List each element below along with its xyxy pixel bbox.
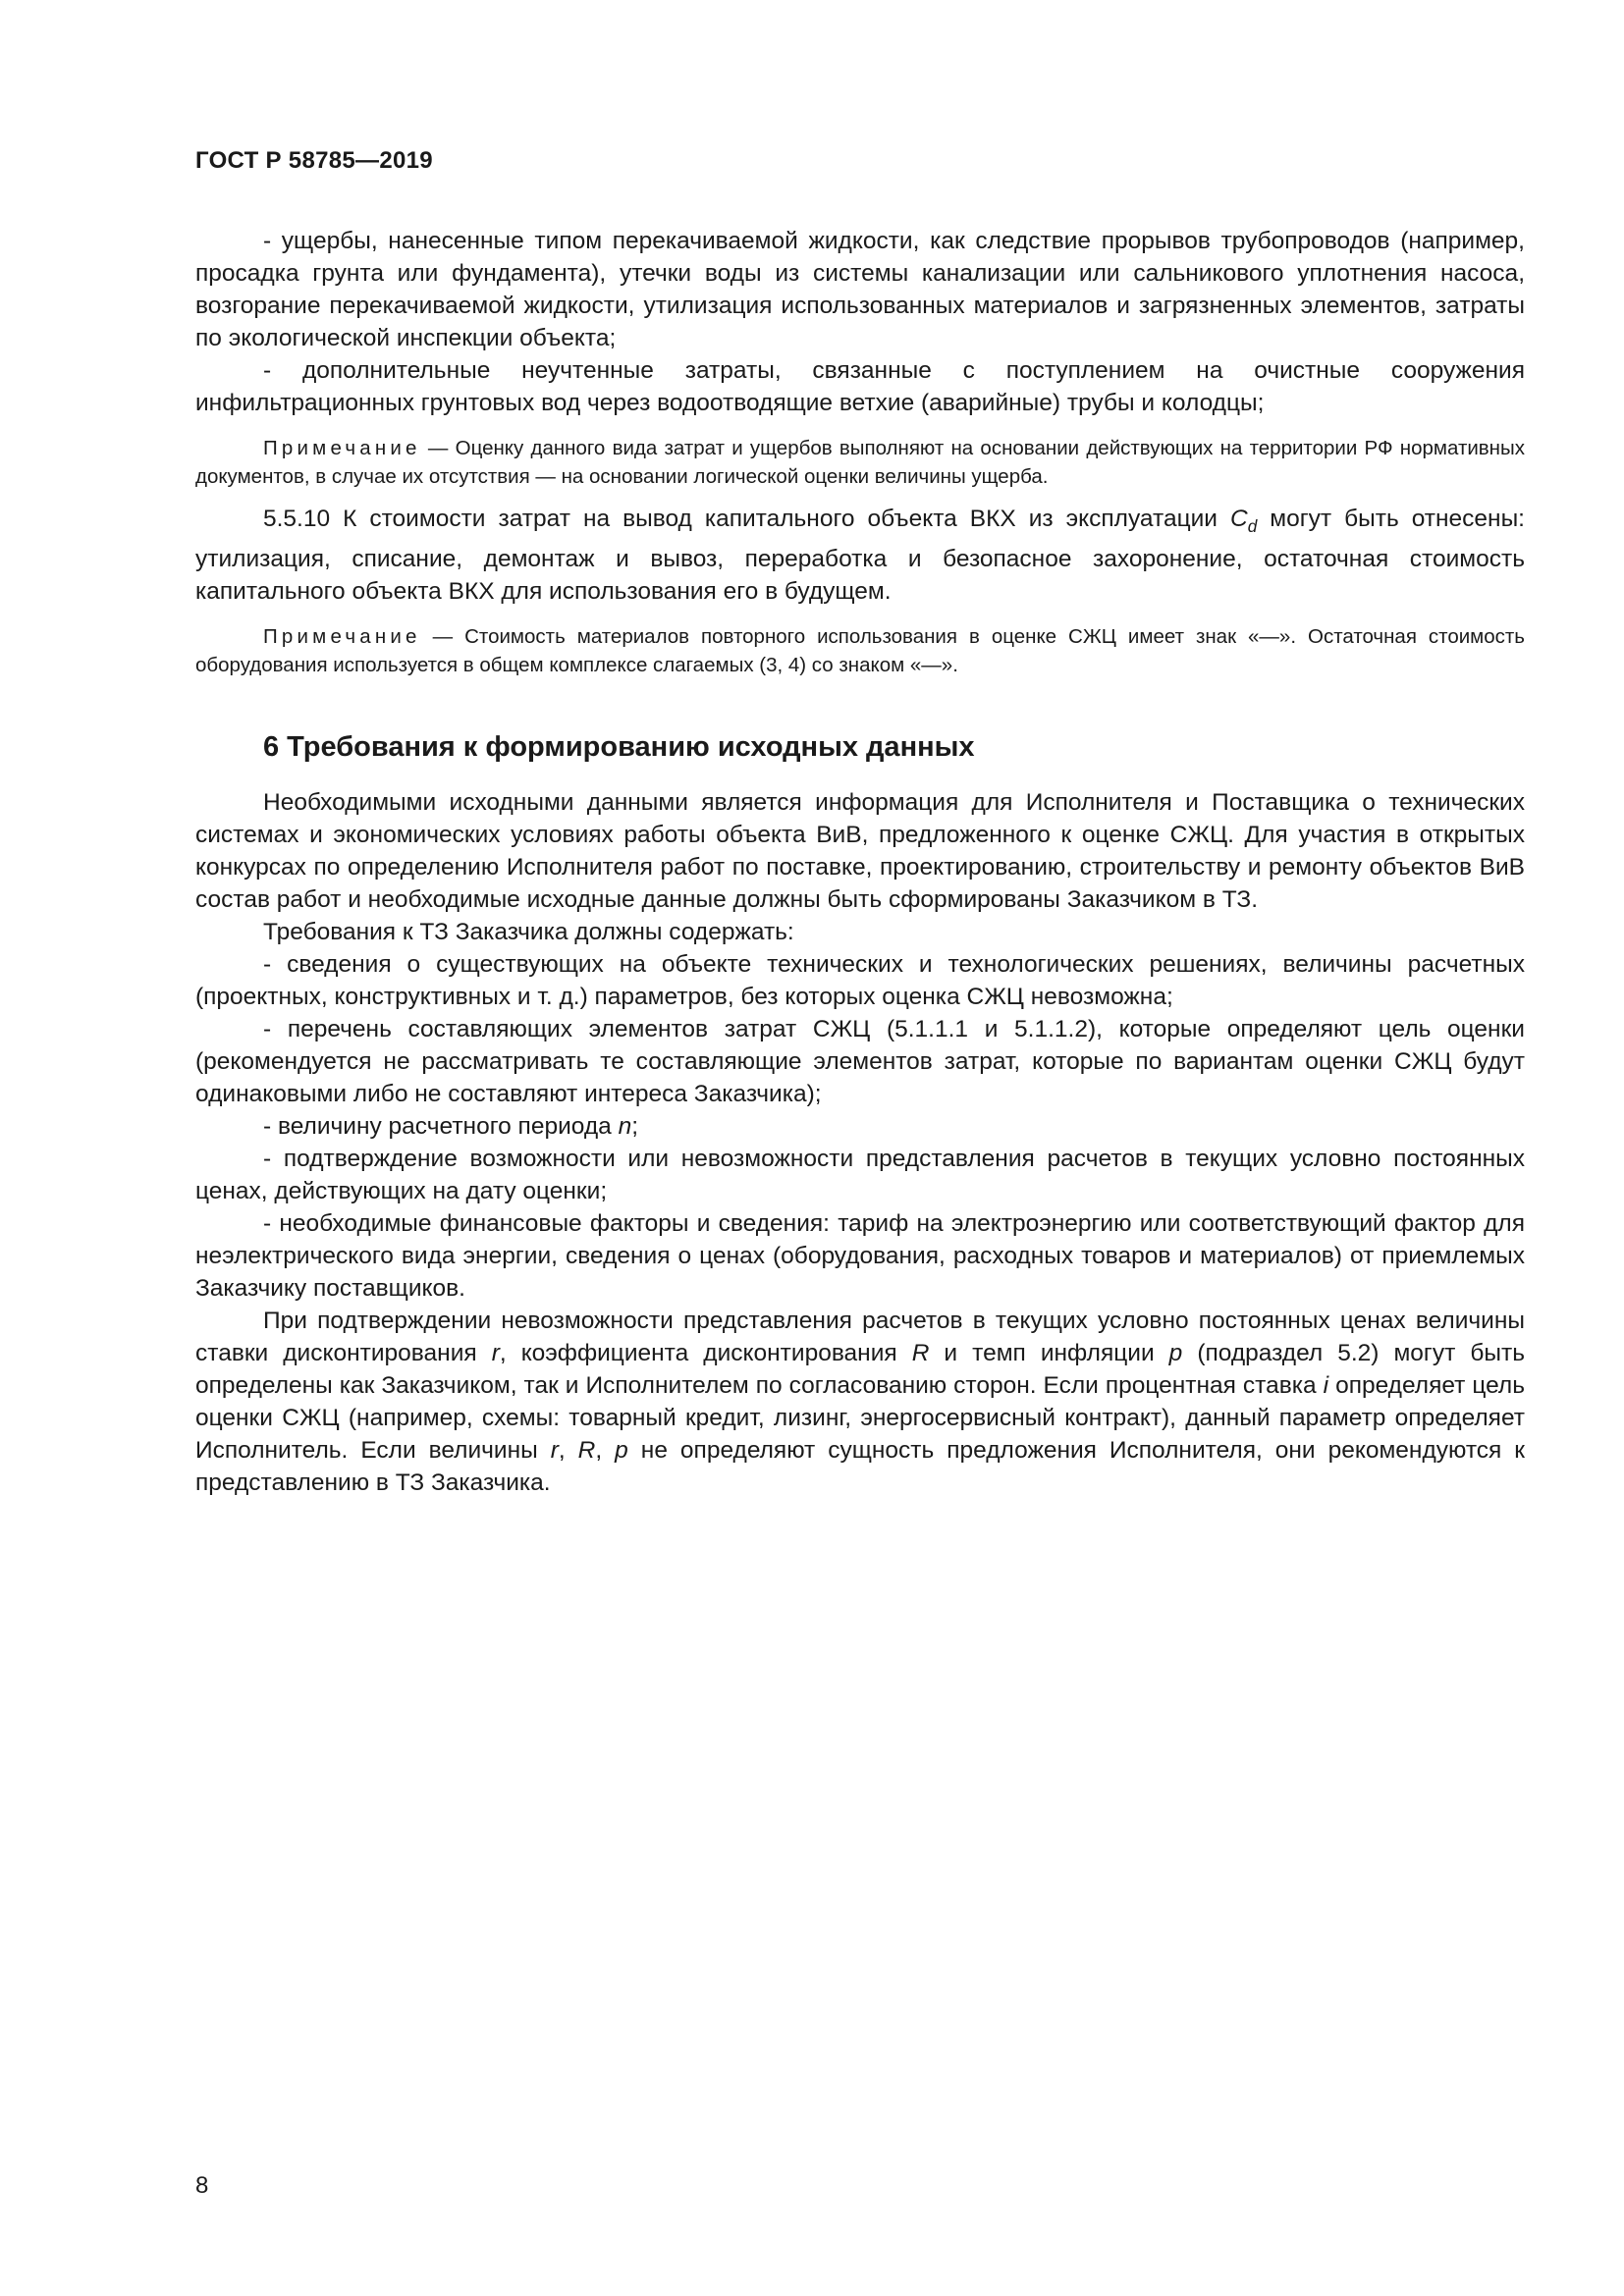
note-text: — Стоимость материалов повторного использования в оценке СЖЦ имеет знак «—». Остаточная стоимость оборудования используется в общем комплексе слагаемых (3, 4) со знаком «—». (195, 624, 1525, 676)
text-run: При подтверждении невозможности представления расчетов в текущих условно постоянных ценах величины ставки дисконтирования (195, 1307, 1525, 1366)
variable-r: r (550, 1436, 559, 1464)
note-text: — Оценку данного вида затрат и ущербов выполняют на основании действующих на территории РФ нормативных документов, в случае их отсутствия — на основании логической оценки величины ущерба. (195, 437, 1525, 488)
text-run: , коэффициента дисконтирования (499, 1339, 912, 1366)
paragraph-damage: - ущербы, нанесенные типом перекачиваемой жидкости, как следствие прорывов трубопроводов (например, просадка грунта или фундамента), утечки воды из системы канализации или сальникового уплотнения насоса, возгорание перекачиваемой жидкости, утилизация использованных материалов и загрязненных элементов, затраты по экологической инспекции объекта; (195, 228, 1525, 351)
text-run: , (558, 1436, 578, 1464)
text-run: (подраздел 5.2) могут быть определены как Заказчиком, так и Исполнителем по согласованию сторон. Если процентная ставка (195, 1339, 1525, 1399)
note-label: Примечание (263, 437, 421, 459)
text-run: не определяют сущность предложения Исполнителя, они рекомендуются к представлению в ТЗ Заказчика. (195, 1436, 1525, 1496)
list-item-finance: - необходимые финансовые факторы и сведения: тариф на электроэнергию или соответствующий фактор для неэлектрического вида энергии, сведения о ценах (оборудования, расходных товаров и материалов) от приемлемых Заказчику поставщиков. (195, 1209, 1525, 1302)
list-item-confirmation: - подтверждение возможности или невозможности представления расчетов в текущих условно постоянных ценах, действующих на дату оценки; (195, 1145, 1525, 1204)
page-number: 8 (195, 2172, 209, 2199)
text-run: ; (631, 1112, 639, 1140)
section-6-intro: Необходимыми исходными данными является информация для Исполнителя и Поставщика о технических системах и экономических условиях работы объекта ВиВ, предложенного к оценке СЖЦ. Для участия в открытых конкурсах по определению Исполнителя работ по поставке, проектированию, строительству и ремонту объектов ВиВ состав работ и необходимые исходные данные должны быть сформированы Заказчиком в ТЗ. (195, 788, 1525, 913)
page-content (195, 225, 1525, 1499)
symbol-subscript: d (1247, 515, 1258, 536)
variable-p: p (615, 1436, 628, 1464)
variable-R: R (577, 1436, 596, 1464)
text-run: 5.5.10 К стоимости затрат на вывод капитального объекта ВКХ из эксплуатации (263, 506, 1230, 532)
variable-p: p (1168, 1339, 1183, 1366)
paragraph-extra-costs: - дополнительные неучтенные затраты, связанные с поступлением на очистные сооружения инфильтрационных грунтовых вод через водоотводящие ветхие (аварийные) трубы и колодцы; (195, 357, 1525, 416)
symbol-c: C (1229, 506, 1248, 532)
variable-n: n (618, 1112, 632, 1140)
list-item-info: - сведения о существующих на объекте технических и технологических решениях, величины расчетных (проектных, конструктивных и т. д.) параметров, без которых оценка СЖЦ невозможна; (195, 950, 1525, 1010)
requirements-lead: Требования к ТЗ Заказчика должны содержать: (263, 918, 794, 945)
note-2 (195, 622, 1525, 679)
variable-R: R (911, 1339, 930, 1366)
note-label: Примечание (263, 624, 421, 648)
variable-i: i (1323, 1371, 1329, 1399)
paragraph-final (195, 1305, 1525, 1499)
list-item-period (195, 1110, 1525, 1143)
paragraph-5-5-10 (195, 503, 1525, 608)
text-run: , (595, 1436, 616, 1464)
text-run: и темп инфляции (929, 1339, 1169, 1366)
list-item-cost-elements: - перечень составляющих элементов затрат СЖЦ (5.1.1.1 и 5.1.1.2), которые определяют цель оценки (рекомендуется не рассматривать те составляющие элементов затрат, которые по вариантам оценки СЖЦ будут одинаковыми либо не составляют интереса Заказчика); (195, 1015, 1525, 1107)
document-header: ГОСТ Р 58785—2019 (195, 147, 433, 174)
section-6-heading: 6 Требования к формированию исходных данных (263, 730, 975, 763)
variable-r: r (491, 1339, 500, 1366)
text-run: - величину расчетного периода (263, 1112, 619, 1140)
text-run: определяет цель оценки СЖЦ (например, схемы: товарный кредит, лизинг, энергосервисный контракт), данный параметр определяет Исполнитель. Если величины (195, 1371, 1525, 1464)
note-1 (195, 434, 1525, 491)
text-run: могут быть отнесены: утилизация, списание, демонтаж и вывоз, переработка и безопасное захоронение, остаточная стоимость капитального объекта ВКХ для использования его в будущем. (195, 506, 1525, 605)
